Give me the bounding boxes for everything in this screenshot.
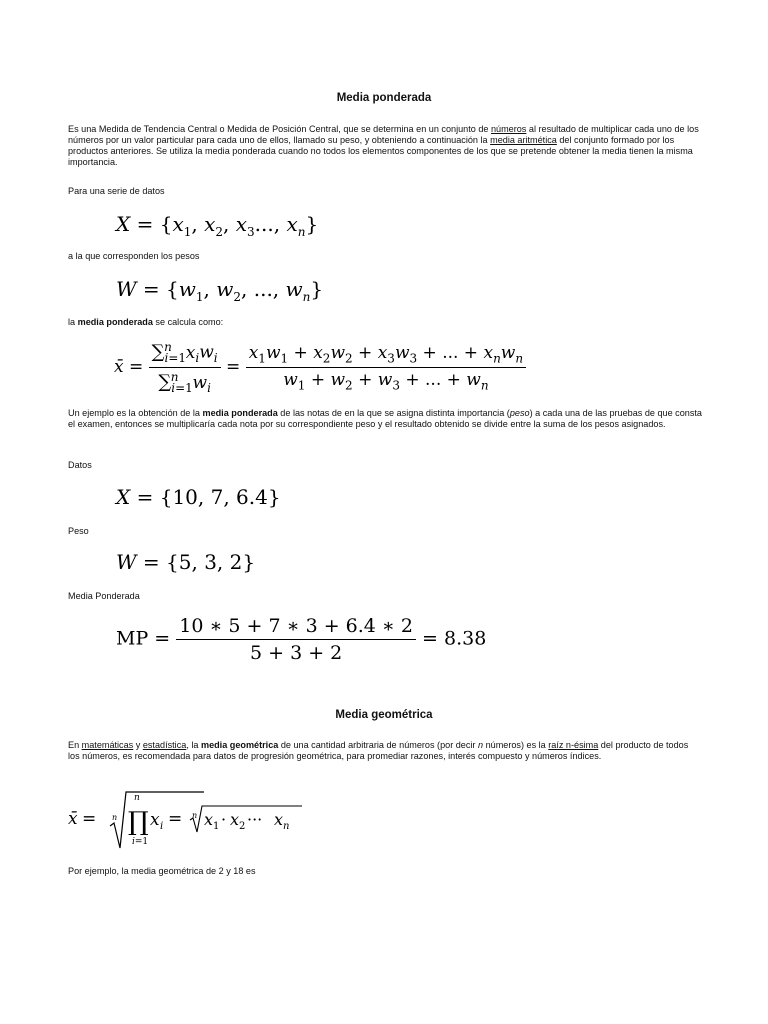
svg-text:n: n — [283, 821, 290, 832]
section-title-media-ponderada: Media ponderada — [336, 92, 432, 104]
svg-text:x: x — [230, 810, 240, 829]
peso-label: Peso — [68, 526, 89, 536]
svg-text:x: x — [204, 810, 214, 829]
svg-text:1: 1 — [213, 821, 220, 832]
formula-w-set: $W = \{w_1$, $w_2$, ..., $w_n$} — [116, 277, 324, 304]
svg-text:2: 2 — [239, 821, 246, 832]
svg-text:∏: ∏ — [128, 807, 149, 837]
calc-label: la media ponderada se calcula como: — [68, 317, 224, 327]
series-label: Para una serie de datos — [68, 186, 165, 196]
geometric-mean-svg — [68, 790, 318, 850]
svg-text:x: x — [274, 810, 284, 829]
link-matematicas[interactable]: matemáticas — [81, 740, 134, 750]
datos-label: Datos — [68, 460, 92, 470]
formula-peso: W = {5, 3, 2} — [116, 550, 256, 574]
link-media-aritmetica[interactable]: media aritmética — [490, 135, 557, 145]
svg-text:·: · — [221, 810, 227, 829]
svg-text:n: n — [134, 793, 140, 803]
weights-label: a la que corresponden los pesos — [68, 251, 200, 261]
formula-x-set: $X = \{x_1$, $x_2$, $x_3$..., $x_n$} — [116, 212, 319, 239]
svg-text:i=1: i=1 — [132, 837, 149, 847]
formula-datos: X = {10, 7, 6.4} — [116, 485, 281, 509]
geometric-intro: En matemáticas y estadística, la media geométrica de una cantidad arbitraria de números (por decir n números) es la raíz n-ésima del producto de todos los números, es recomendada para datos de progresión geométrica, para promediar razones, interés compuesto y números índices. — [68, 740, 689, 761]
link-raiz-n-esima[interactable]: raíz n-ésima — [548, 740, 599, 750]
svg-text:n: n — [192, 811, 198, 820]
formula-geometric-mean — [68, 790, 318, 850]
link-numeros[interactable]: números — [490, 124, 527, 134]
svg-text:n: n — [112, 813, 118, 822]
svg-text:···: ··· — [247, 810, 263, 829]
link-estadistica[interactable]: estadística — [142, 740, 187, 750]
intro-paragraph: Es una Medida de Tendencia Central o Medida de Posición Central, que se determina en un conjunto de números al resultado de multiplicar cada uno de los números por un valor particular para cada uno de ellos, llamado su peso, y obteniendo a continuación la media aritmética del conjunto formado por los productos anteriores. Se utiliza la media ponderada cuando no todos los elementos componentes de los que se pretende obtener la media tienen la misma importancia. — [68, 124, 699, 167]
formula-mp-example: MP = $\frac{10 ∗ 5 + 7 ∗ 3 + 6.4 ∗ 2}{5 + 3 + 2}$ = 8.38 — [116, 615, 487, 664]
section-title-media-geometrica: Media geométrica — [335, 709, 433, 721]
media-ponderada-label: Media Ponderada — [68, 591, 140, 601]
formula-weighted-mean: x̄ = $\frac{\sum_{i=1}^n x_iw_i}{\sum_{i=1}^n w_i}$ = $\frac{x_1w_1 + x_2w_2 + x_3w_3 + ... + x_nw_n}{w_1 + w_2 + w_3 + ... + w_n}$ — [114, 340, 526, 395]
geometric-example-label: Por ejemplo, la media geométrica de 2 y 18 es — [68, 866, 256, 876]
example-paragraph: Un ejemplo es la obtención de la media ponderada de las notas de en la que se asigna distinta importancia (peso) a cada una de las pruebas de que consta el examen, entonces se multiplicaría cada nota por su correspondiente peso y el resultado obtenido se divide entre la suma de los pesos asignados. — [68, 408, 702, 429]
svg-text:x̄: x̄ — [68, 809, 78, 829]
svg-text:=: = — [168, 809, 183, 829]
svg-text:=: = — [82, 809, 97, 829]
svg-text:x: x — [150, 810, 160, 830]
svg-text:i: i — [160, 821, 164, 832]
